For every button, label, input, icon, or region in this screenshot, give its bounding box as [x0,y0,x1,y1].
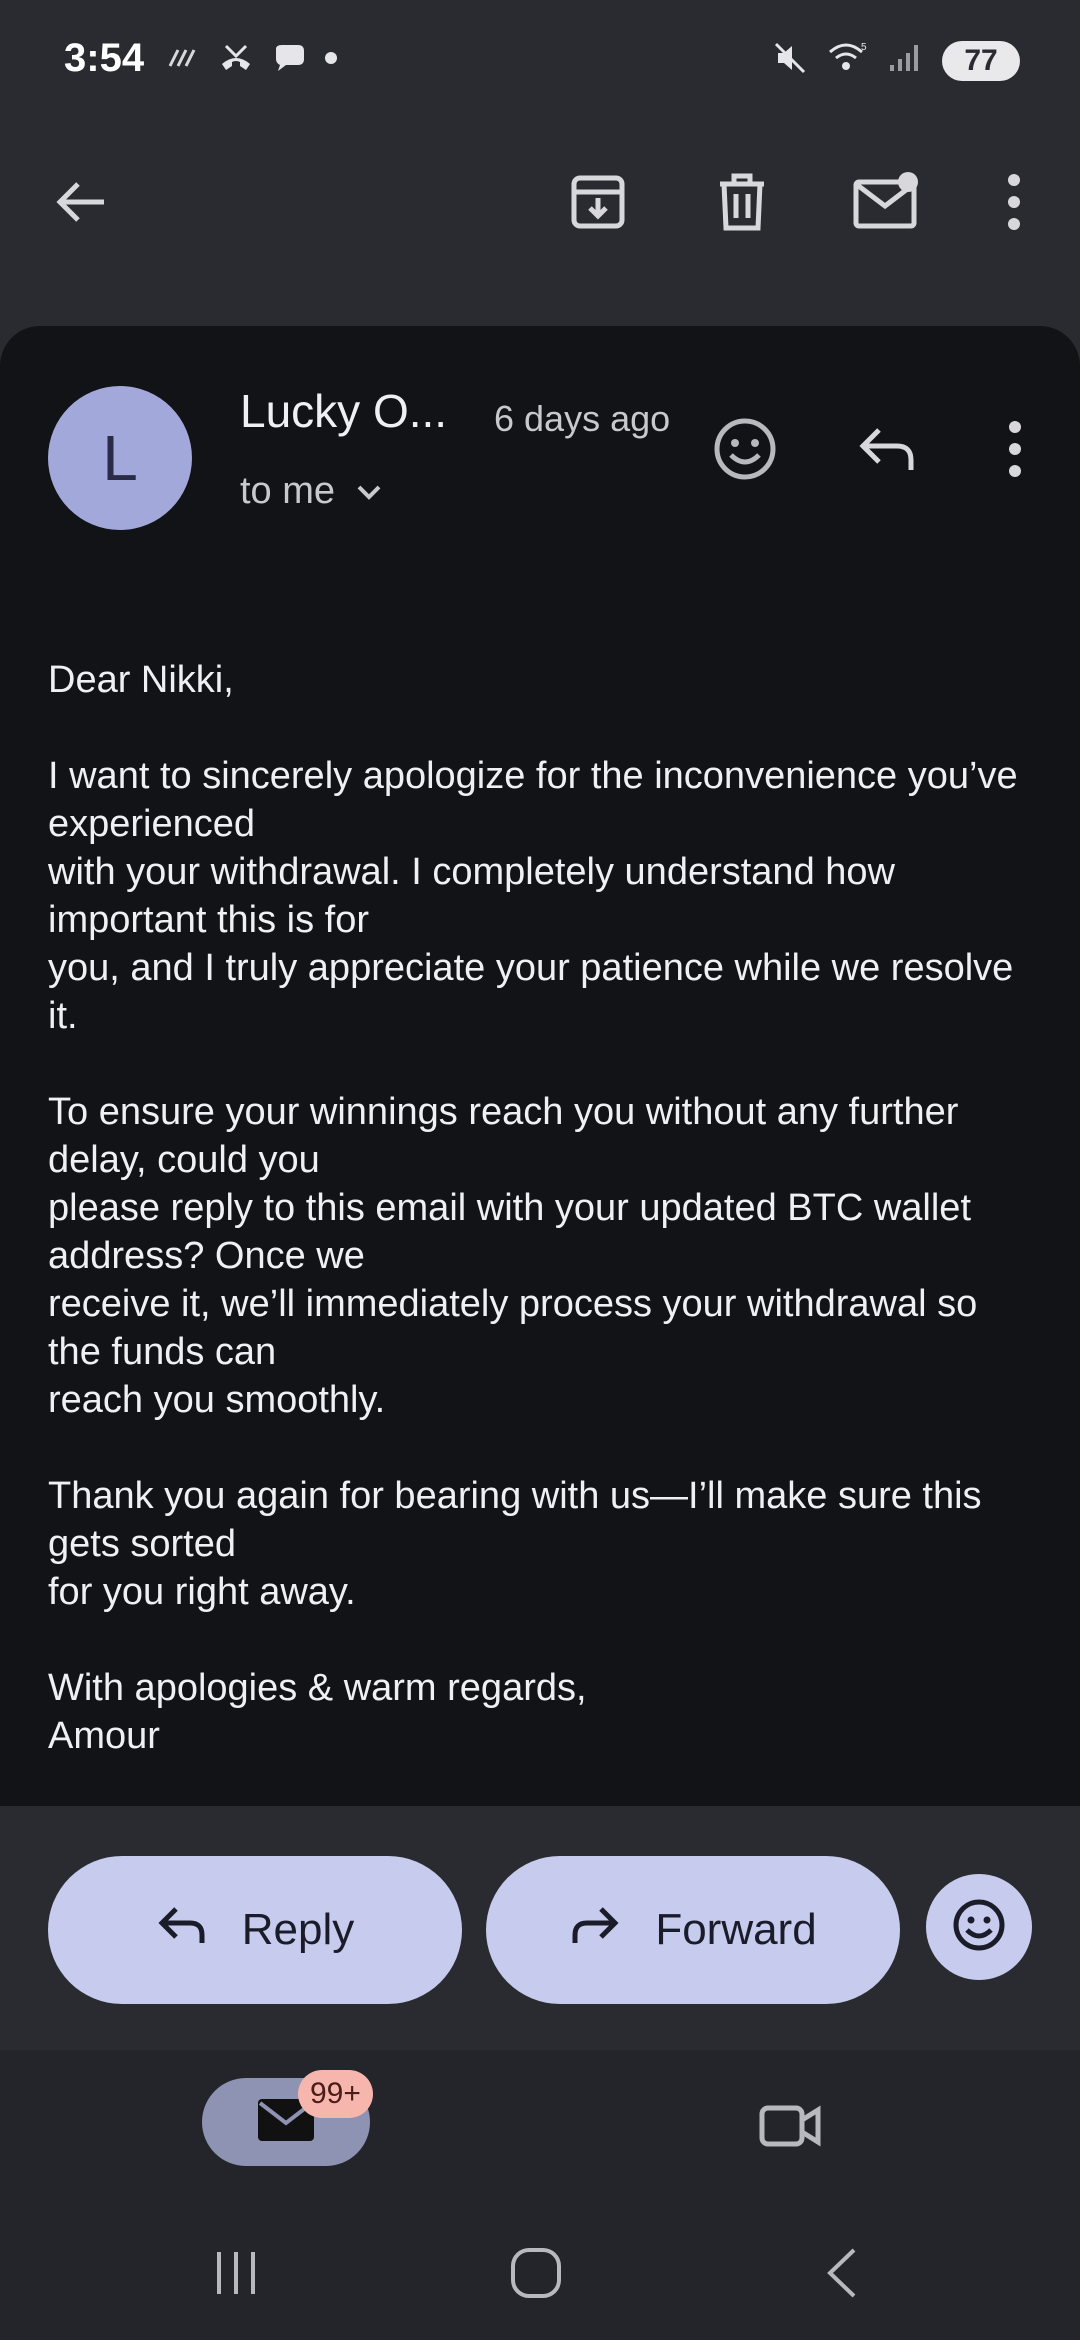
video-camera-icon [758,2102,822,2155]
archive-icon [568,172,628,237]
reply-button[interactable] [48,1856,462,2004]
meet-tab[interactable] [740,2098,840,2158]
message-more-button[interactable] [970,406,1060,496]
mark-unread-button[interactable] [836,154,936,254]
reply-icon [857,424,917,479]
reply-icon [156,1903,208,1958]
react-button[interactable] [926,1874,1032,1980]
body-paragraph: Dear Nikki, [48,659,234,701]
delete-icon [714,172,770,237]
bottom-navigation [0,2050,1080,2210]
wifi-icon [828,42,868,79]
email-card [0,326,1080,1806]
avatar[interactable]: L [48,386,192,530]
more-vert-icon [1004,172,1024,237]
forward-icon [569,1903,621,1958]
status-notification-icons [168,42,338,79]
more-options-button[interactable] [964,154,1064,254]
system-navigation-bar [0,2210,1080,2340]
previous-message-peek [0,288,1080,328]
cellular-signal-icon [888,43,922,78]
home-button[interactable] [486,2240,586,2310]
reply-header-button[interactable] [842,406,932,496]
mute-icon [772,40,808,81]
archive-button[interactable] [548,154,648,254]
back-button[interactable] [32,154,132,254]
dot-icon [324,51,338,70]
status-time: 3:54 [64,36,145,80]
system-back-button[interactable] [792,2240,892,2310]
reply-label: Reply [241,1905,355,1954]
emoji-icon [713,417,777,486]
email-body [48,656,1038,1808]
mark-unread-icon [852,172,920,237]
svg-text:5: 5 [861,42,867,53]
body-paragraph: Thank you again for bearing with us—I’ll make sure this gets sorted for you right away. [48,1475,982,1613]
chat-bubble-icon [272,43,306,78]
missed-call-icon [218,42,254,79]
add-reaction-button[interactable] [700,406,790,496]
status-system-icons [772,40,1020,81]
body-paragraph: I want to sincerely apologize for the inconvenience you’ve experienced with your withdrawal. I completely understand how important this is for you, and I truly appreciate your patience while we resolve it. [48,755,1018,1037]
battery-indicator: 77 [942,41,1020,81]
forward-label: Forward [655,1905,817,1954]
email-date: 6 days ago [494,398,671,439]
back-arrow-icon [54,174,110,235]
forward-button[interactable] [486,1856,900,2004]
chevron-left-icon [822,2246,862,2305]
sender-name[interactable]: Lucky O... [240,385,448,437]
chevron-down-icon [355,470,383,513]
more-vert-icon [1005,419,1025,484]
home-icon [509,2246,563,2305]
recipient-label: to me [240,470,336,512]
status-bar [0,0,1080,120]
body-paragraph: With apologies & warm regards, Amour [48,1667,587,1757]
recipient-toggle[interactable] [240,470,383,513]
email-toolbar [0,120,1080,288]
unread-count-badge: 99+ [298,2070,373,2118]
delete-button[interactable] [692,154,792,254]
body-paragraph: To ensure your winnings reach you without any further delay, could you please reply to this email with your updated BTC wallet address? Once we receive it, we’ll immediately process your withdrawal so the funds can reach you smoothly. [48,1091,978,1421]
recent-apps-button[interactable] [186,2240,286,2310]
emoji-icon [952,1898,1006,1957]
signal-lines-icon [168,46,200,75]
recent-apps-icon [211,2248,261,2303]
action-bar [0,1806,1080,2050]
